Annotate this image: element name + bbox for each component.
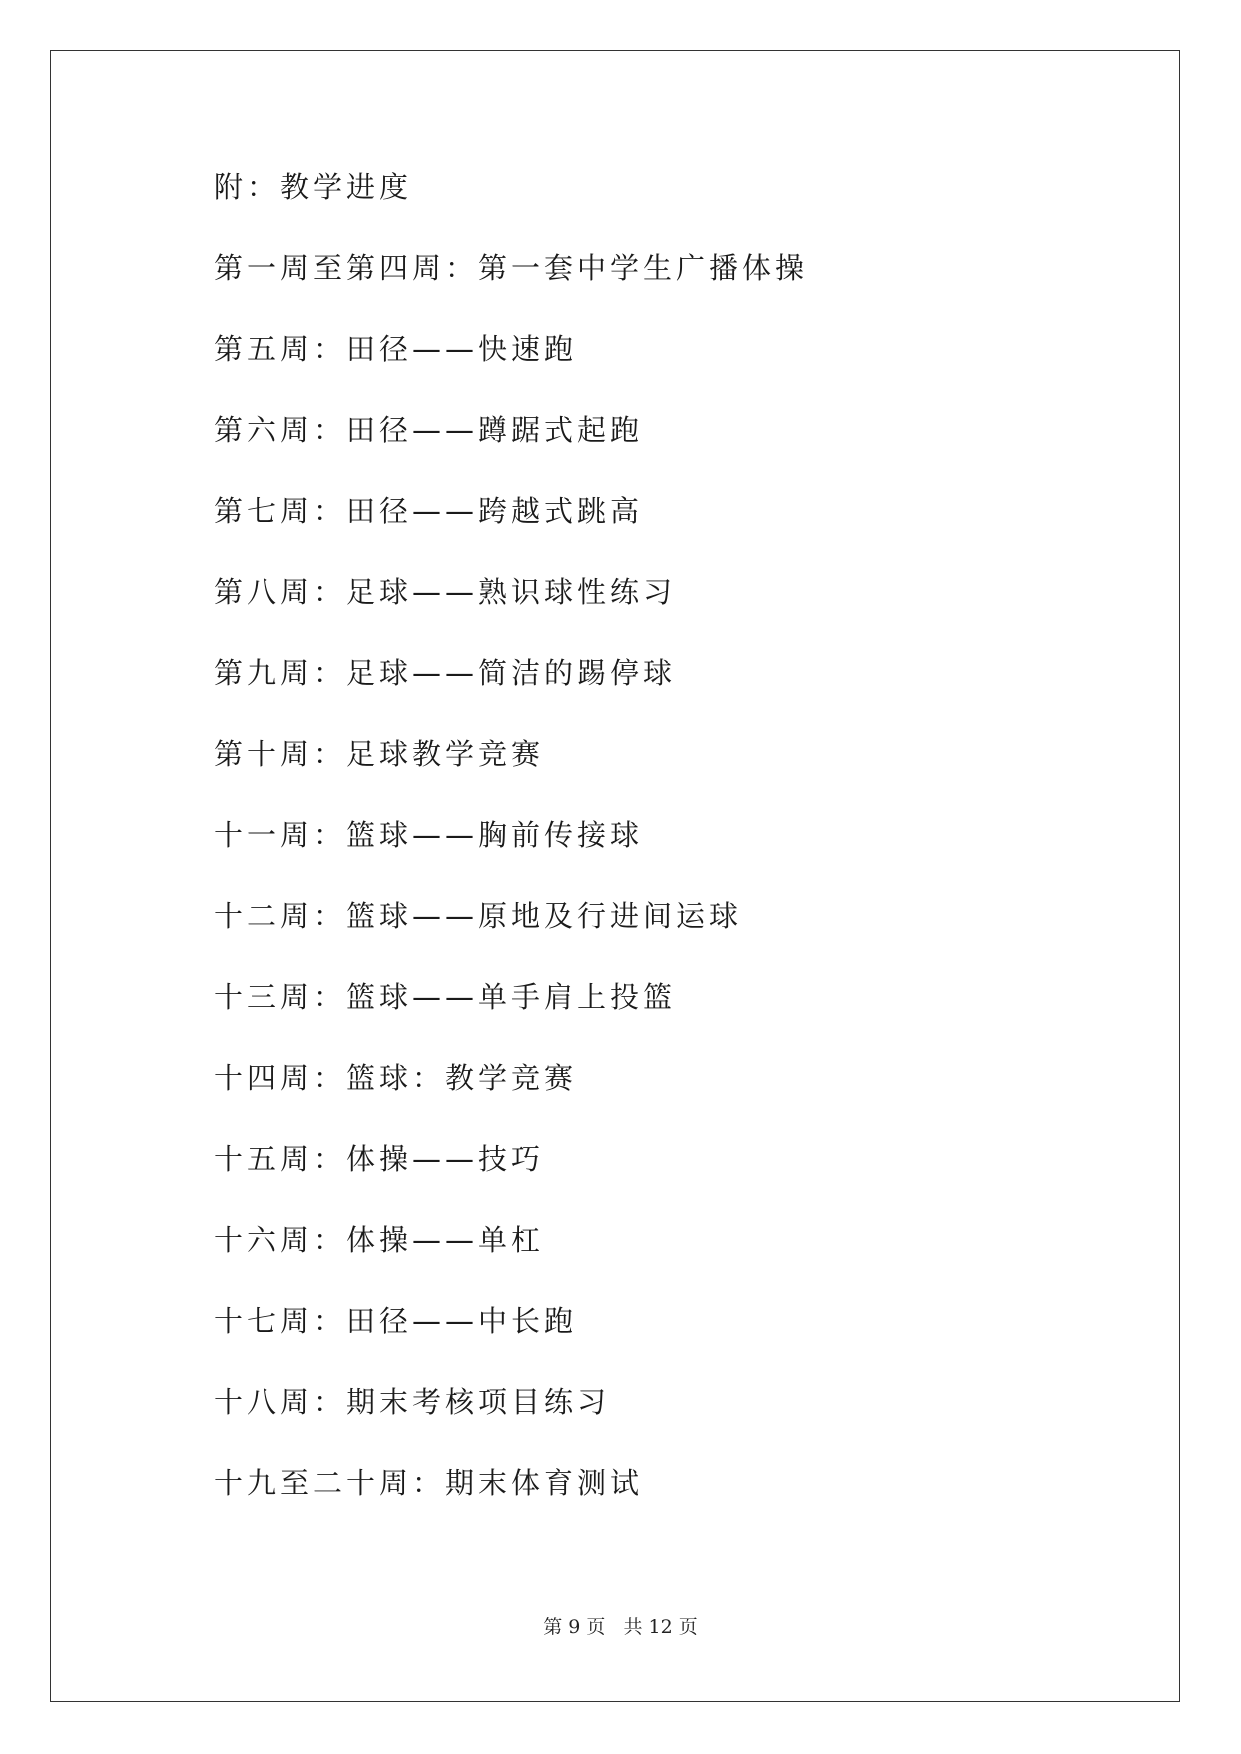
schedule-line-week-1-4: 第一周至第四周：第一套中学生广播体操 — [214, 251, 809, 285]
schedule-line-week-6: 第六周：田径——蹲踞式起跑 — [214, 413, 644, 447]
schedule-line-week-17: 十七周：田径——中长跑 — [214, 1304, 578, 1338]
schedule-line-week-5: 第五周：田径——快速跑 — [214, 332, 578, 366]
schedule-line-week-9: 第九周：足球——简洁的踢停球 — [214, 656, 677, 690]
schedule-line-week-18: 十八周：期末考核项目练习 — [214, 1385, 611, 1419]
schedule-line-week-11: 十一周：篮球——胸前传接球 — [214, 818, 644, 852]
schedule-line-week-7: 第七周：田径——跨越式跳高 — [214, 494, 644, 528]
schedule-line-week-19-20: 十九至二十周：期末体育测试 — [214, 1466, 644, 1500]
schedule-line-week-8: 第八周：足球——熟识球性练习 — [214, 575, 677, 609]
schedule-line-week-16: 十六周：体操——单杠 — [214, 1223, 545, 1257]
page-number-footer: 第 9 页 共 12 页 — [543, 1616, 698, 1638]
schedule-line-week-10: 第十周：足球教学竞赛 — [214, 737, 545, 771]
document-body — [214, 168, 1114, 1545]
schedule-line-week-15: 十五周：体操——技巧 — [214, 1142, 545, 1176]
schedule-line-week-12: 十二周：篮球——原地及行进间运球 — [214, 899, 743, 933]
section-heading: 附：教学进度 — [214, 170, 413, 204]
schedule-line-week-14: 十四周：篮球：教学竞赛 — [214, 1061, 578, 1095]
schedule-line-week-13: 十三周：篮球——单手肩上投篮 — [214, 980, 677, 1014]
